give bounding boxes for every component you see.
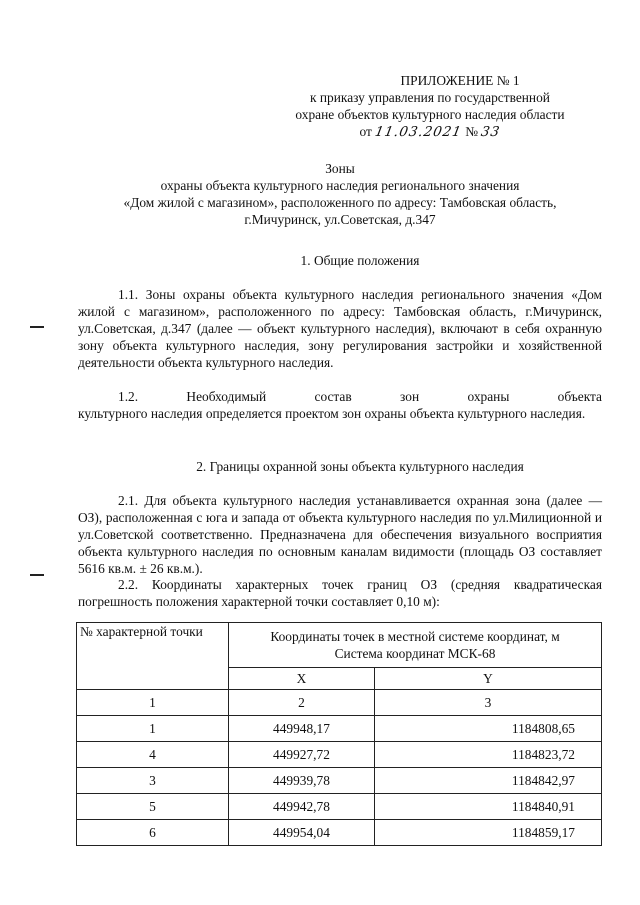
title-line-1: Зоны (325, 161, 355, 176)
point-cell: 5 (77, 794, 229, 820)
title-line-3: «Дом жилой с магазином», расположенного по адресу: Тамбовская область, (123, 195, 557, 210)
title-line-4: г.Мичуринск, ул.Советская, д.347 (244, 212, 436, 227)
section-1-heading: 1. Общие положения (300, 253, 420, 268)
y-cell: 1184823,72 (374, 742, 601, 768)
point-cell: 1 (77, 716, 229, 742)
coordinates-header-line-2: Система координат МСК-68 (334, 646, 496, 661)
table-row (77, 794, 602, 820)
y-cell: 1184808,65 (374, 716, 601, 742)
point-cell: 4 (77, 742, 229, 768)
table-row (77, 742, 602, 768)
coordinates-table (76, 622, 602, 846)
paragraph-text: 2.2. Координаты характерных точек границ ОЗ (средняя квадратическая погрешность положения характерной точки составляет 0,10 м): (78, 577, 602, 609)
annex-date-line (260, 123, 600, 141)
paragraph-text: культурного наследия определяется проектом зон охраны объекта культурного наследия. (78, 406, 586, 421)
section-2-paragraph-1 (78, 492, 602, 577)
x-header: X (229, 668, 375, 690)
annex-title: ПРИЛОЖЕНИЕ № 1 (400, 73, 520, 88)
number-prefix: № (465, 124, 479, 139)
table-index-row (77, 690, 602, 716)
annex-department-line: охране объектов культурного наследия области (295, 107, 565, 122)
x-cell: 449948,17 (229, 716, 375, 742)
paragraph-text: 1.1. Зоны охраны объекта культурного наследия регионального значения «Дом жилой с магазином», расположенного по адресу: Тамбовская область, г.Мичуринск, ул.Советская, д.347 (далее — объект культурного наследия), включают в себя охранную зону объекта культурного наследия, зону регулирования застройки и хозяйственной деятельности объекта культурного наследия. (78, 287, 602, 370)
margin-mark (30, 574, 44, 576)
document-title (80, 160, 600, 228)
index-cell: 2 (229, 690, 375, 716)
point-number-header: № характерной точки (77, 623, 229, 690)
point-cell: 6 (77, 820, 229, 846)
section-2-paragraph-2 (78, 576, 602, 610)
y-cell: 1184840,91 (374, 794, 601, 820)
section-1-paragraph-2 (78, 388, 602, 422)
x-cell: 449927,72 (229, 742, 375, 768)
title-line-2: охраны объекта культурного наследия регионального значения (160, 178, 520, 193)
margin-mark (30, 326, 44, 328)
table-header-row (77, 623, 602, 668)
x-cell: 449954,04 (229, 820, 375, 846)
coordinates-header (229, 623, 602, 668)
annex-block (260, 72, 600, 141)
coordinates-header-line-1: Координаты точек в местной системе координат, м (270, 629, 560, 644)
x-cell: 449942,78 (229, 794, 375, 820)
index-cell: 1 (77, 690, 229, 716)
paragraph-first-line: 1.2. Необходимый состав зон охраны объекта (118, 389, 602, 404)
point-cell: 3 (77, 768, 229, 794)
y-cell: 1184859,17 (374, 820, 601, 846)
table-row (77, 768, 602, 794)
section-1-paragraph-1 (78, 286, 602, 371)
table-row (77, 820, 602, 846)
annex-order-line: к приказу управления по государственной (310, 90, 550, 105)
handwritten-number: 33 (480, 125, 502, 140)
paragraph-text: 2.1. Для объекта культурного наследия устанавливается охранная зона (далее — ОЗ), расположенная с юга и запада от объекта культурного наследия по ул.Милиционной и ул.Советской соответственно. Предназначена для обеспечения визуального восприятия объекта культурного наследия по основным каналам видимости (площадь ОЗ составляет 5616 кв.м. ± 26 кв.м.). (78, 493, 602, 576)
y-cell: 1184842,97 (374, 768, 601, 794)
section-2-heading: 2. Границы охранной зоны объекта культурного наследия (196, 459, 524, 474)
table-row (77, 716, 602, 742)
date-prefix: от (359, 124, 372, 139)
x-cell: 449939,78 (229, 768, 375, 794)
handwritten-date: 11.03.2021 (373, 125, 464, 140)
index-cell: 3 (374, 690, 601, 716)
y-header: Y (374, 668, 601, 690)
